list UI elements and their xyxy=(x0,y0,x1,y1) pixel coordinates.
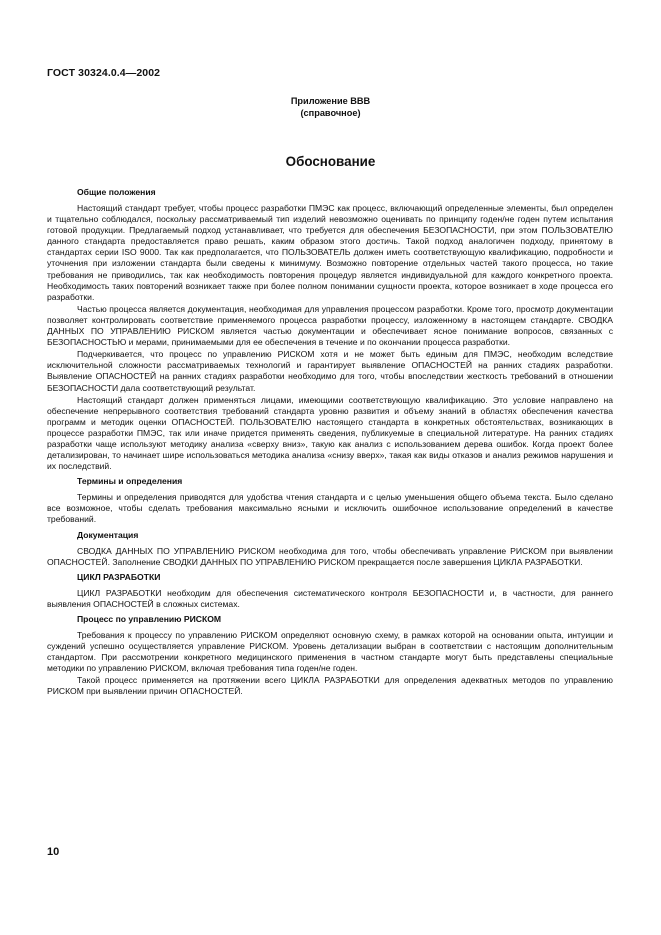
section-heading: Документация xyxy=(77,529,139,540)
appendix-note: (справочное) xyxy=(300,108,361,118)
paragraph: Частью процесса является документация, необходимая для управления процессом разработки. Кроме того, просмотр документации позволяет контролировать соответствие применяемого процесса разработки процессу, изложенному в настоящем стандарте. СВОДКА ДАННЫХ ПО УПРАВЛЕНИЮ РИСКОМ является частью документации и обеспечивает ясное понимание вопросов, связанных с БЕЗОПАСНОСТЬЮ и мерами, принимаемыми для ее обеспечения в течение и по окончании процесса разработки. xyxy=(47,303,613,348)
appendix-title: Приложение BBB xyxy=(290,96,371,106)
paragraph: Термины и определения приводятся для удобства чтения стандарта и с целью уменьшения общего объема текста. Было сделано все возможное, чтобы сделать требования максимально ясными и исключить ошибочное использование определений в качестве требований. xyxy=(47,492,613,525)
paragraph: СВОДКА ДАННЫХ ПО УПРАВЛЕНИЮ РИСКОМ необходима для того, чтобы обеспечивать управление РИСКОМ при выявлении ОПАСНОСТЕЙ. Заполнение СВОДКИ ДАННЫХ ПО УПРАВЛЕНИЮ РИСКОМ прекращается после завершения ЦИКЛА РАЗРАБОТКИ. xyxy=(47,545,613,567)
standard-header: ГОСТ 30324.0.4—2002 xyxy=(47,67,161,79)
paragraph: Требования к процессу по управлению РИСКОМ определяют основную схему, в рамках которой на основании опыта, интуиции и суждений успешно осуществляется управление РИСКОМ. Уровень детализации выбран в соответствии с настоящим дополнительным стандартом. При рассмотрении конкретного медицинского применения в частном стандарте могут быть представлены специальные методики по управлению РИСКОМ, включая требования типа годен/не годен. xyxy=(47,629,613,674)
paragraph: Настоящий стандарт должен применяться лицами, имеющими соответствующую квалификацию. Это условие направлено на обеспечение непрерывного соответствия требований стандарта уровню развития и объему знаний в областях обеспечения качества программ и методик оценки ОПАСНОСТЕЙ. ПОЛЬЗОВАТЕЛЮ настоящего стандарта в конкретных обстоятельствах, возникающих в процессе разработки ПМЭС, так или иначе придется применять сведения, публикуемые в специальной литературе. На ранних стадиях разработки чаще используют методику анализа «сверху вниз», такую как анализ с использованием дерева ошибок. Когда проект более детализирован, то начинает шире использоваться методика анализа «снизу вверх», такая как виды отказов и анализ режимов нарушения и их последствий. xyxy=(47,394,613,472)
page-number: 10 xyxy=(47,846,60,858)
paragraph: Подчеркивается, что процесс по управлению РИСКОМ хотя и не может быть единым для ПМЭС, необходим вследствие исключительной сложности рассматриваемых технологий и гарантирует выявление ОПАСНОСТЕЙ на ранних стадиях разработки. Выявление ОПАСНОСТЕЙ на ранних стадиях разработки необходимо для того, чтобы впоследствии жесткость требований в отношении БЕЗОПАСНОСТИ дала соответствующий результат. xyxy=(47,349,613,393)
paragraph: ЦИКЛ РАЗРАБОТКИ необходим для обеспечения систематического контроля БЕЗОПАСНОСТИ и, в частности, для раннего выявления ОПАСНОСТЕЙ в сложных системах. xyxy=(47,587,613,609)
paragraph: Такой процесс применяется на протяжении всего ЦИКЛА РАЗРАБОТКИ для определения адекватных методов по управлению РИСКОМ при выявлении причин ОПАСНОСТЕЙ. xyxy=(47,675,613,697)
paragraph: Настоящий стандарт требует, чтобы процесс разработки ПМЭС как процесс, включающий определенные элементы, был определен и тщательно соблюдался, поскольку рассматриваемый тип изделий невозможно оценивать по принципу годен/не годен путем испытания готовой продукции. Предлагаемый подход устанавливает, что требуется для обеспечения БЕЗОПАСНОСТИ, при этом ПОЛЬЗОВАТЕЛЮ данного стандарта предоставляется право решать, каким образом этого достичь. Такой подход аналогичен подходу, принятому в стандартах серии ISO 9000. Так как предполагается, что ПОЛЬЗОВАТЕЛЬ должен иметь соответствующую квалификацию, подробности и уточнения при изложении стандарта были сведены к минимуму. Возможно повторение отдельных частей такого процесса, но такие требования не приводились, так как необходимость повторения процедур является индивидуальной для каждого конкретного проекта. Необходимость таких повторений возникает также при более полном понимании сущности проекта, которое возникает в ходе процесса его разработки. xyxy=(47,203,613,302)
section-heading: Процесс по управлению РИСКОМ xyxy=(77,613,222,624)
document-body xyxy=(47,183,613,698)
section-heading: ЦИКЛ РАЗРАБОТКИ xyxy=(77,571,161,582)
section-heading: Термины и определения xyxy=(77,476,183,487)
section-heading: Общие положения xyxy=(77,187,156,197)
document-title: Обоснование xyxy=(285,154,376,169)
